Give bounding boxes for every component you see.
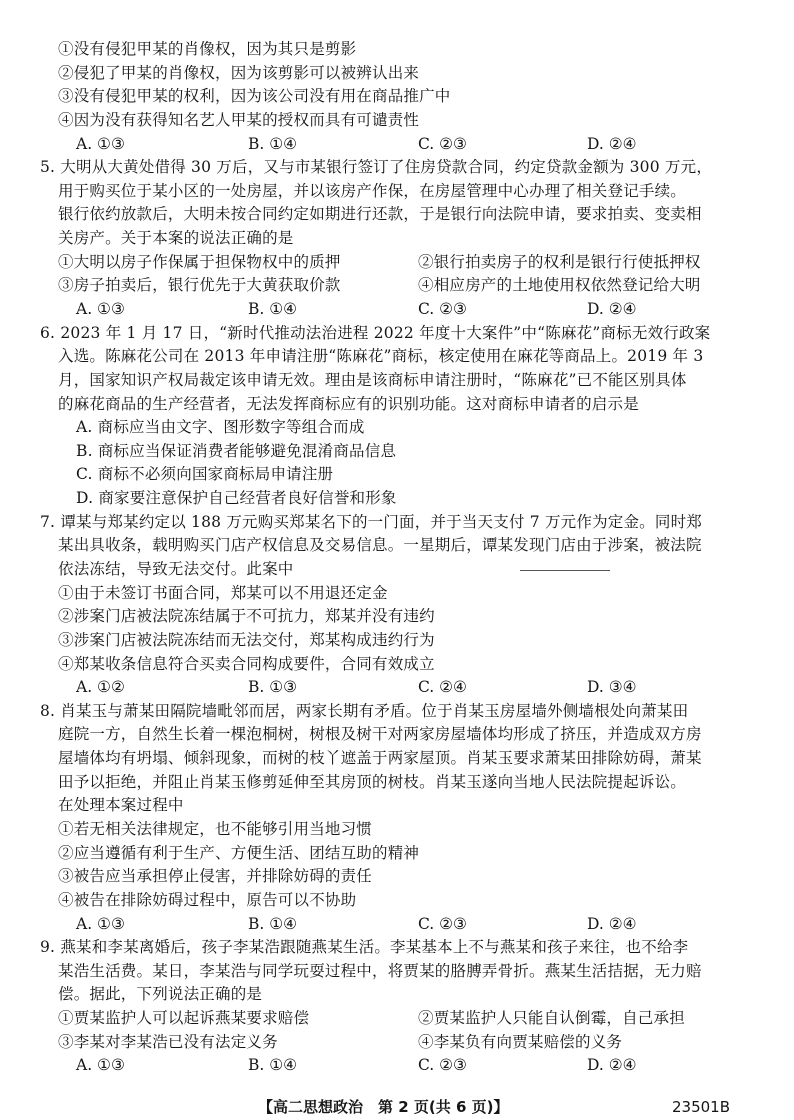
- q4-item-4: ④因为没有获得知名艺人甲某的授权而具有可谴责性: [58, 111, 420, 129]
- q7-option-d: D. ③④: [587, 678, 637, 696]
- q5-option-b: B. ①④: [248, 300, 298, 318]
- q7-item-4: ④郑某收条信息符合买卖合同构成要件，合同有效成立: [58, 655, 435, 673]
- q7-option-b: B. ①③: [248, 678, 298, 696]
- q5-item-3: ③房子拍卖后，银行优先于大黄获取价款: [58, 276, 341, 294]
- q9-item-4: ④李某负有向贾某赔偿的义务: [418, 1033, 623, 1051]
- q9-stem-line-3: 偿。据此，下列说法正确的是: [58, 985, 263, 1003]
- q8-item-3: ③被告应当承担停止侵害，并排除妨碍的责任: [58, 867, 373, 885]
- q4-option-d: D. ②④: [587, 135, 637, 153]
- q9-option-a: A. ①③: [76, 1056, 125, 1074]
- q9-option-c: C. ②③: [418, 1056, 467, 1074]
- q8-option-c: C. ②③: [418, 915, 467, 933]
- q4-option-a: A. ①③: [76, 135, 125, 153]
- q9-item-1: ①贾某监护人可以起诉燕某要求赔偿: [58, 1009, 310, 1027]
- page-footer-code: 23501B: [672, 1098, 731, 1116]
- q6-option-a: A. 商标应当由文字、图形数字等组合而成: [76, 418, 365, 436]
- scan-line-mark: [520, 570, 610, 571]
- q9-option-b: B. ①④: [248, 1056, 298, 1074]
- q8-stem-line-4: 田予以拒绝，并阻止肖某玉修剪延伸至其房顶的树枝。肖某玉遂向当地人民法院提起诉讼。: [58, 773, 687, 791]
- q6-stem-line-3: 月，国家知识产权局裁定该申请无效。理由是该商标申请注册时，“陈麻花”已不能区别具体: [58, 371, 687, 389]
- q7-item-1: ①由于未签订书面合同，郑某可以不用退还定金: [58, 584, 388, 602]
- q5-item-2: ②银行拍卖房子的权利是银行行使抵押权: [418, 253, 701, 271]
- q6-stem-line-2: 入选。陈麻花公司在 2013 年申请注册“陈麻花”商标，核定使用在麻花等商品上。2019 年 3: [58, 347, 704, 365]
- q6-option-b: B. 商标应当保证消费者能够避免混淆商品信息: [76, 442, 397, 460]
- q8-item-2: ②应当遵循有利于生产、方便生活、团结互助的精神: [58, 844, 420, 862]
- q5-item-4: ④相应房产的土地使用权依然登记给大明: [418, 276, 701, 294]
- q8-item-1: ①若无相关法律规定，也不能够引用当地习惯: [58, 820, 373, 838]
- q5-item-1: ①大明以房子作保属于担保物权中的质押: [58, 253, 341, 271]
- q5-stem-line-4: 关房产。关于本案的说法正确的是: [58, 229, 294, 247]
- q8-stem-line-3: 屋墙体均有坍塌、倾斜现象，而树的枝丫遮盖于两家屋顶。肖某玉要求萧某田排除妨碍，萧某: [58, 749, 702, 767]
- q8-option-d: D. ②④: [587, 915, 637, 933]
- q7-stem-line-1: 7. 谭某与郑某约定以 188 万元购买郑某名下的一门面，并于当天支付 7 万元作为定金。同时郑: [40, 513, 702, 531]
- q8-stem-line-2: 庭院一方，自然生长着一棵泡桐树，树根及树干对两家房屋墙体均形成了挤压，并造成双方房: [58, 725, 702, 743]
- q4-option-c: C. ②③: [418, 135, 467, 153]
- q6-option-c: C. 商标不必须向国家商标局申请注册: [76, 465, 334, 483]
- q7-item-3: ③涉案门店被法院冻结而无法交付，郑某构成违约行为: [58, 631, 435, 649]
- q4-item-1: ①没有侵犯甲某的肖像权，因为其只是剪影: [58, 40, 357, 58]
- q4-option-b: B. ①④: [248, 135, 298, 153]
- q7-option-a: A. ①②: [76, 678, 125, 696]
- q4-item-3: ③没有侵犯甲某的权利，因为该公司没有用在商品推广中: [58, 87, 451, 105]
- q5-option-c: C. ②③: [418, 300, 467, 318]
- q6-stem-line-1: 6. 2023 年 1 月 17 日，“新时代推动法治进程 2022 年度十大案件”中“陈麻花”商标无效行政案: [40, 324, 711, 342]
- q9-stem-line-2: 某浩生活费。某日，李某浩与同学玩耍过程中，将贾某的胳膊弄骨折。燕某生活拮据，无力赔: [58, 962, 702, 980]
- q9-item-3: ③李某对李某浩已没有法定义务: [58, 1033, 278, 1051]
- q7-stem-line-3: 依法冻结，导致无法交付。此案中: [58, 560, 294, 578]
- q6-stem-line-4: 的麻花商品的生产经营者，无法发挥商标应有的识别功能。这对商标申请者的启示是: [58, 395, 639, 413]
- q4-item-2: ②侵犯了甲某的肖像权，因为该剪影可以被辨认出来: [58, 64, 420, 82]
- q7-option-c: C. ②④: [418, 678, 467, 696]
- q8-option-b: B. ①④: [248, 915, 298, 933]
- q9-stem-line-1: 9. 燕某和李某离婚后，孩子李某浩跟随燕某生活。李某基本上不与燕某和孩子来往，也不给李: [40, 938, 689, 956]
- q5-stem-line-3: 银行依约放款后，大明未按合同约定如期进行还款，于是银行向法院申请，要求拍卖、变卖相: [58, 205, 702, 223]
- q7-item-2: ②涉案门店被法院冻结属于不可抗力，郑某并没有违约: [58, 607, 435, 625]
- q5-option-d: D. ②④: [587, 300, 637, 318]
- q7-stem-line-2: 某出具收条，载明购买门店产权信息及交易信息。一星期后，谭某发现门店由于涉案，被法院: [58, 536, 702, 554]
- q8-stem-line-5: 在处理本案过程中: [58, 796, 184, 814]
- q5-option-a: A. ①③: [76, 300, 125, 318]
- q8-option-a: A. ①③: [76, 915, 125, 933]
- q9-item-2: ②贾某监护人只能自认倒霉，自己承担: [418, 1009, 685, 1027]
- q5-stem-line-2: 用于购买位于某小区的一处房屋，并以该房产作保，在房屋管理中心办理了相关登记手续。: [58, 182, 687, 200]
- page-footer-title: 【高二思想政治 第 2 页(共 6 页)】: [258, 1098, 509, 1116]
- q8-item-4: ④被告在排除妨碍过程中，原告可以不协助: [58, 891, 357, 909]
- q9-option-d: D. ②④: [587, 1056, 637, 1074]
- q8-stem-line-1: 8. 肖某玉与萧某田隔院墙毗邻而居，两家长期有矛盾。位于肖某玉房屋墙外侧墙根处向萧某田: [40, 702, 689, 720]
- q5-stem-line-1: 5. 大明从大黄处借得 30 万后，又与市某银行签订了住房贷款合同，约定贷款金额为 300 万元，: [40, 158, 713, 176]
- q6-option-d: D. 商家要注意保护自己经营者良好信誉和形象: [76, 489, 397, 507]
